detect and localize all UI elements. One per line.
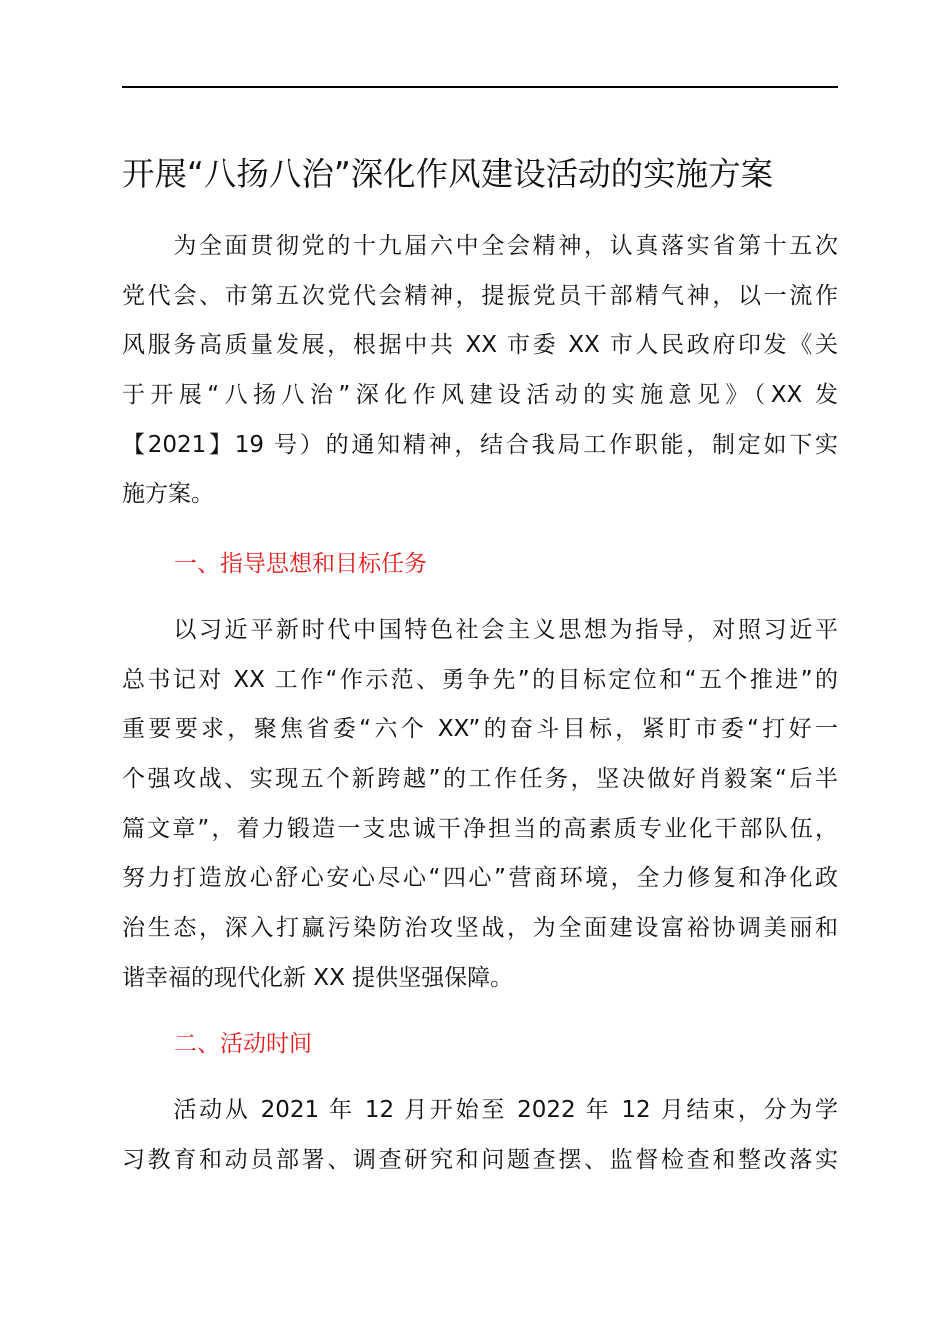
paragraph-line: 【2021】19 号）的通知精神，结合我局工作职能，制定如下实	[122, 431, 838, 458]
paragraph-line: 治生态，深入打赢污染防治攻坚战，为全面建设富裕协调美丽和	[122, 915, 838, 942]
paragraph-line: 篇文章”，着力锻造一支忠诚干净担当的高素质专业化干部队伍，	[122, 815, 838, 842]
paragraph-line: 以习近平新时代中国特色社会主义思想为指导，对照习近平	[122, 617, 838, 643]
paragraph-line: 于开展“八扬八治”深化作风建设活动的实施意见》（XX 发	[122, 382, 838, 409]
paragraph-line: 重要要求，聚焦省委“六个 XX”的奋斗目标，紧盯市委“打好一	[122, 716, 838, 743]
section2-paragraph	[122, 1086, 838, 1185]
paragraph-line: 为全面贯彻党的十九届六中全会精神，认真落实省第十五次	[122, 233, 838, 259]
paragraph-line: 个强攻战、实现五个新跨越”的工作任务，坚决做好肖毅案“后半	[122, 766, 838, 793]
paragraph-line: 习教育和动员部署、调查研究和问题查摆、监督检查和整改落实	[122, 1146, 838, 1173]
paragraph-line: 谐幸福的现代化新 XX 提供坚强保障。	[122, 964, 514, 991]
section-heading-1: 一、指导思想和目标任务	[174, 551, 427, 577]
paragraph-line: 党代会、市第五次党代会精神，提振党员干部精气神，以一流作	[122, 282, 838, 309]
document-title: 开展“八扬八治”深化作风建设活动的实施方案	[122, 155, 774, 193]
paragraph-line: 风服务高质量发展，根据中共 XX 市委 XX 市人民政府印发《关	[122, 332, 838, 359]
section-heading-2: 二、活动时间	[174, 1031, 312, 1057]
header-rule	[122, 86, 838, 88]
intro-paragraph	[122, 222, 838, 520]
paragraph-line: 施方案。	[122, 481, 214, 508]
paragraph-line: 活动从 2021 年 12 月开始至 2022 年 12 月结束，分为学	[122, 1097, 838, 1123]
section1-paragraph	[122, 606, 838, 1004]
paragraph-line: 总书记对 XX 工作“作示范、勇争先”的目标定位和“五个推进”的	[122, 666, 838, 693]
paragraph-line: 努力打造放心舒心安心尽心“四心”营商环境，全力修复和净化政	[122, 865, 838, 892]
